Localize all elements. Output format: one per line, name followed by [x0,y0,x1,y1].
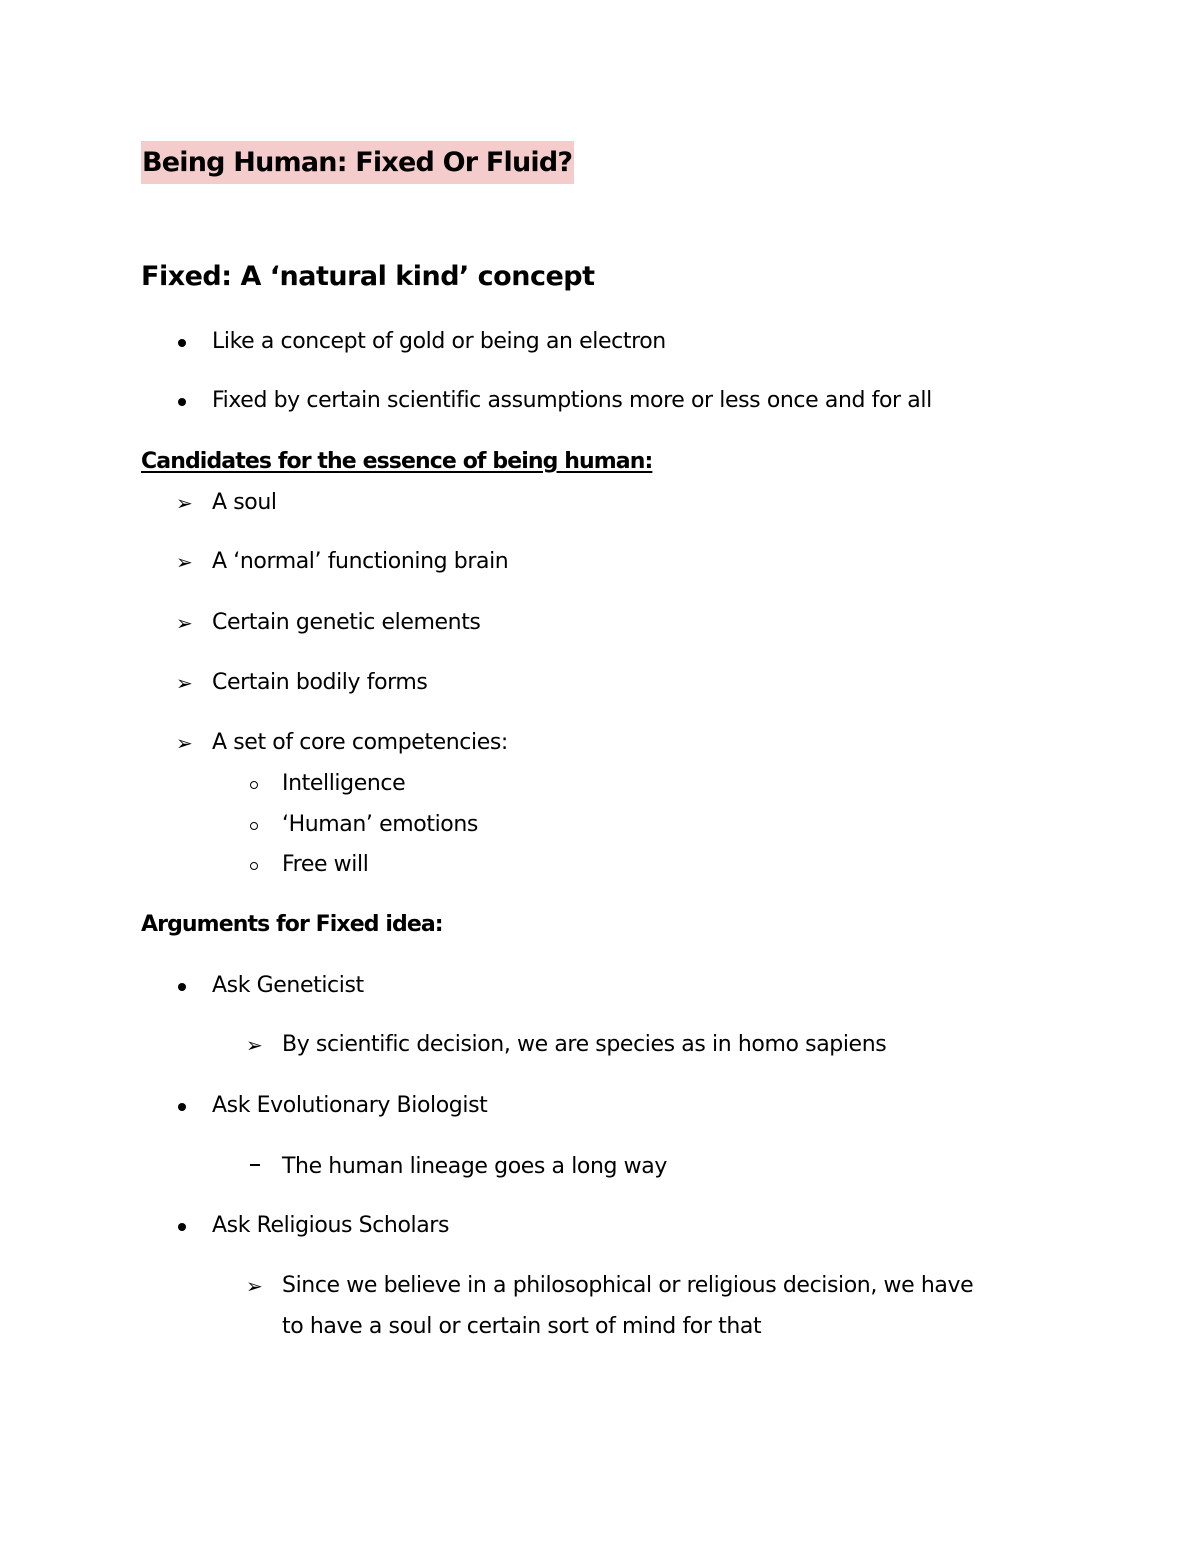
hollow-circle-bullet-icon [250,822,258,830]
competency-item-2: ‘Human’ emotions [282,812,478,837]
arrowhead-bullet-icon: ➢ [176,611,193,635]
filled-circle-bullet-icon [178,339,186,347]
candidate-item-3: Certain genetic elements [212,610,481,635]
arrowhead-bullet-icon: ➢ [246,1274,263,1298]
filled-circle-bullet-icon [178,1103,186,1111]
fixed-bullet-1: Like a concept of gold or being an electron [212,329,666,354]
argument-label-2: Ask Evolutionary Biologist [212,1093,488,1118]
filled-circle-bullet-icon [178,398,186,406]
arrowhead-bullet-icon: ➢ [246,1033,263,1057]
argument-label-1: Ask Geneticist [212,973,364,998]
hollow-circle-bullet-icon [250,781,258,789]
argument-label-3: Ask Religious Scholars [212,1213,450,1238]
filled-circle-bullet-icon [178,1223,186,1231]
competency-item-3: Free will [282,852,369,877]
candidates-heading: Candidates for the essence of being human: [141,449,653,474]
filled-circle-bullet-icon [178,983,186,991]
candidate-item-1: A soul [212,490,277,515]
document-title: Being Human: Fixed Or Fluid? [141,141,574,184]
arrowhead-bullet-icon: ➢ [176,731,193,755]
arrowhead-bullet-icon: ➢ [176,671,193,695]
arrowhead-bullet-icon: ➢ [176,550,193,574]
argument-detail-3-line-1: Since we believe in a philosophical or religious decision, we have [282,1273,974,1298]
fixed-bullet-2: Fixed by certain scientific assumptions more or less once and for all [212,388,932,413]
argument-detail-2: The human lineage goes a long way [282,1154,667,1179]
candidate-item-2: A ‘normal’ functioning brain [212,549,509,574]
candidate-item-4: Certain bodily forms [212,670,428,695]
dash-bullet-icon [250,1164,260,1166]
competency-item-1: Intelligence [282,771,406,796]
candidate-item-5: A set of core competencies: [212,730,508,755]
arrowhead-bullet-icon: ➢ [176,491,193,515]
arguments-heading: Arguments for Fixed idea: [141,912,443,937]
hollow-circle-bullet-icon [250,862,258,870]
argument-detail-3-line-2: to have a soul or certain sort of mind for that [282,1314,762,1339]
argument-detail-1: By scientific decision, we are species as in homo sapiens [282,1032,887,1057]
section-heading-fixed: Fixed: A ‘natural kind’ concept [141,261,595,292]
